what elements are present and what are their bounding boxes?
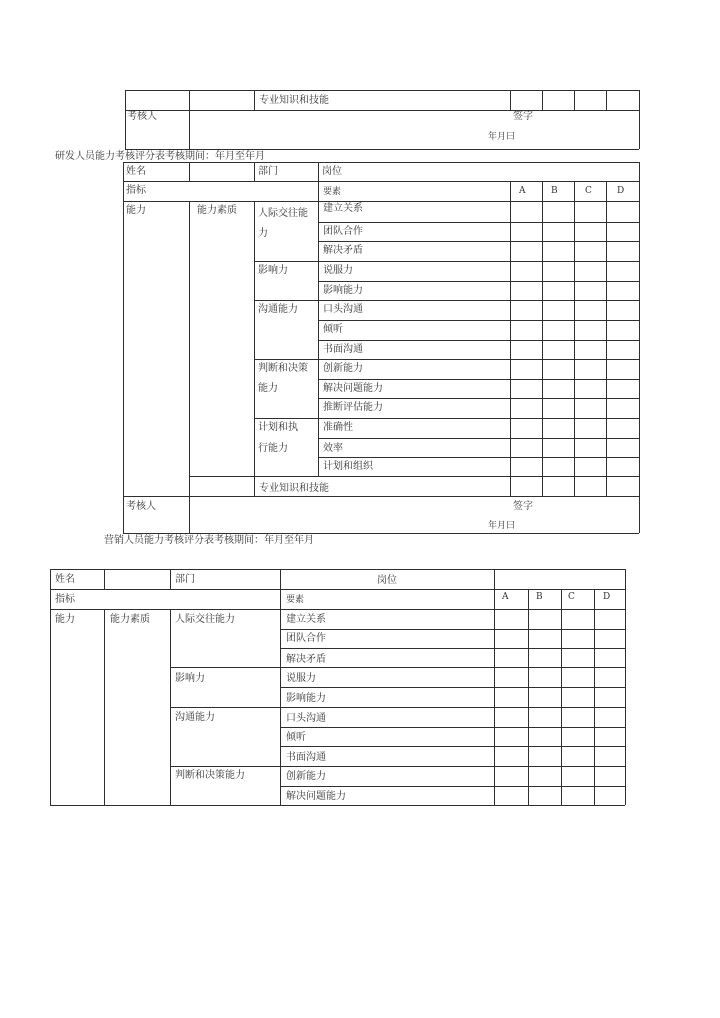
element-item: 倾听 bbox=[323, 324, 343, 335]
element-item: 书面沟通 bbox=[286, 752, 326, 763]
element-item: 解决矛盾 bbox=[286, 654, 326, 665]
ability-label: 能力 bbox=[55, 614, 75, 625]
element-item: 倾听 bbox=[286, 732, 306, 743]
element-item: 书面沟通 bbox=[323, 344, 363, 355]
name-label: 姓名 bbox=[55, 574, 75, 585]
indicator-label: 指标 bbox=[126, 185, 146, 196]
indicator-label: 指标 bbox=[55, 594, 75, 605]
name-label: 姓名 bbox=[126, 166, 146, 177]
element-item: 创新能力 bbox=[286, 771, 326, 782]
quality-label: 能力素质 bbox=[110, 614, 150, 625]
element-item: 准确性 bbox=[323, 422, 353, 433]
element-item: 解决问题能力 bbox=[323, 383, 383, 394]
element-item: 计划和组织 bbox=[323, 461, 373, 472]
grade-c: C bbox=[568, 592, 575, 602]
grade-a: A bbox=[519, 186, 526, 196]
element-item: 口头沟通 bbox=[323, 304, 363, 315]
element-item: 说服力 bbox=[323, 265, 353, 276]
position-label: 岗位 bbox=[322, 166, 342, 177]
element-item: 影响能力 bbox=[323, 285, 363, 296]
dept-label: 部门 bbox=[258, 166, 278, 177]
date-label: 年月曰 bbox=[488, 132, 516, 142]
category-label: 判断和决策 bbox=[258, 363, 308, 374]
element-item: 解决问题能力 bbox=[286, 791, 346, 802]
grade-c: C bbox=[585, 186, 592, 196]
category-label: 力 bbox=[258, 228, 268, 239]
rd-form-title: 研发人员能力考核评分表考核期间：年月至年月 bbox=[55, 151, 265, 162]
element-item: 说服力 bbox=[286, 673, 316, 684]
element-item: 影响能力 bbox=[286, 693, 326, 704]
grade-d: D bbox=[603, 592, 611, 602]
grade-b: B bbox=[551, 186, 558, 196]
element-item: 解决矛盾 bbox=[323, 245, 363, 256]
professional-knowledge-label: 专业知识和技能 bbox=[259, 95, 329, 106]
element-item: 创新能力 bbox=[323, 363, 363, 374]
ability-label: 能力 bbox=[126, 205, 146, 216]
category-label: 人际交往能力 bbox=[175, 614, 235, 625]
category-label: 判断和决策能力 bbox=[175, 770, 245, 781]
grade-d: D bbox=[617, 186, 625, 196]
category-label: 计划和执 bbox=[258, 422, 298, 433]
element-item: 建立关系 bbox=[323, 203, 363, 214]
element-label: 要素 bbox=[286, 595, 305, 605]
assessor-label: 考核人 bbox=[126, 501, 156, 512]
dept-label: 部门 bbox=[175, 574, 195, 585]
element-label: 要素 bbox=[323, 187, 342, 197]
element-item: 团队合作 bbox=[323, 226, 363, 237]
quality-label: 能力素质 bbox=[197, 205, 237, 216]
assessor-label: 考核人 bbox=[127, 111, 157, 122]
element-item: 团队合作 bbox=[286, 633, 326, 644]
category-label: 沟通能力 bbox=[175, 712, 215, 723]
signature-label: 签字 bbox=[513, 111, 533, 122]
element-item: 推断评估能力 bbox=[323, 402, 383, 413]
element-item: 口头沟通 bbox=[286, 713, 326, 724]
signature-label: 签字 bbox=[513, 501, 533, 512]
date-label: 年月曰 bbox=[488, 521, 516, 531]
category-label: 能力 bbox=[258, 383, 278, 394]
sales-form-title: 营销人员能力考核评分表考核期间：年月至年月 bbox=[104, 535, 314, 546]
category-label: 沟通能力 bbox=[258, 304, 298, 315]
category-label: 影响力 bbox=[175, 673, 205, 684]
grade-a: A bbox=[502, 592, 509, 602]
category-label: 行能力 bbox=[258, 443, 288, 454]
grade-b: B bbox=[536, 592, 543, 602]
category-label: 人际交往能 bbox=[258, 208, 308, 219]
element-item: 建立关系 bbox=[286, 614, 326, 625]
professional-knowledge-label: 专业知识和技能 bbox=[259, 483, 329, 494]
element-item: 效率 bbox=[323, 443, 343, 454]
position-label: 岗位 bbox=[377, 575, 397, 586]
category-label: 影响力 bbox=[258, 265, 288, 276]
